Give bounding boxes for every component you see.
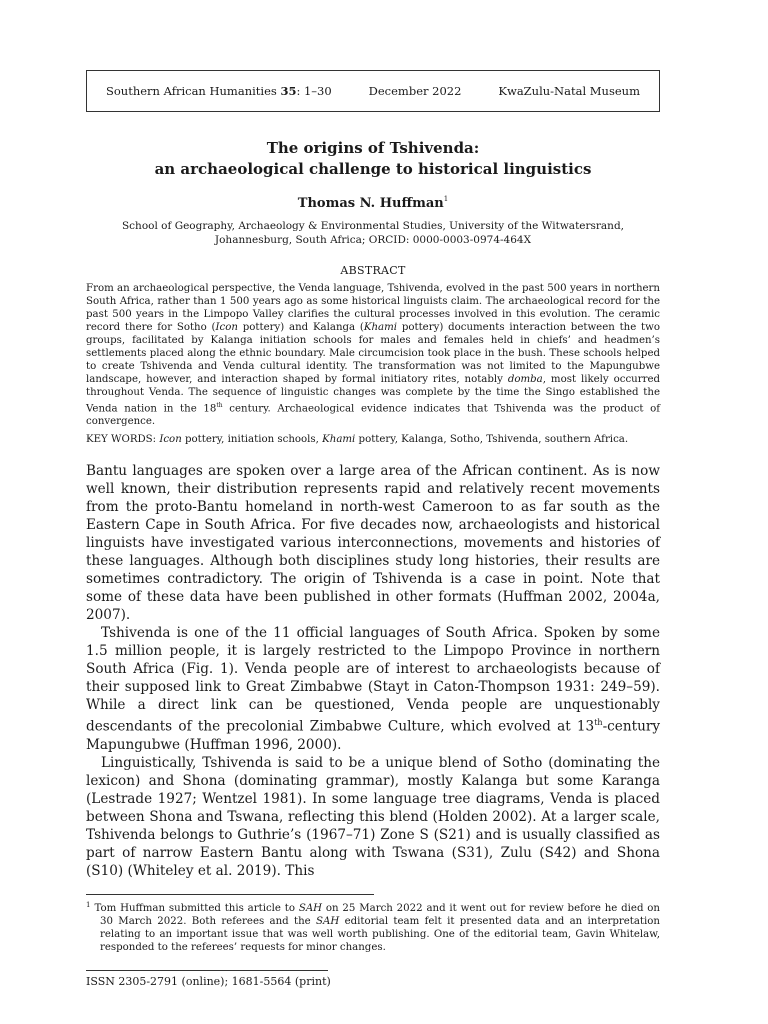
article-page bbox=[86, 70, 660, 988]
body-text bbox=[86, 462, 660, 880]
author-name: Thomas N. Huffman$^1$ bbox=[297, 195, 449, 211]
footnote: $^1$ Tom Huffman submitted this article to SAH on 25 March 2022 and it went out for review before he died on 30 March 2022. Both referees and the SAH editorial team felt it presented data and an interpretation relating to an important issue that was well worth publishing. One of the editorial team, Gavin Whitelaw, responded to the referees’ requests for minor changes. bbox=[86, 900, 660, 953]
issn-rule bbox=[86, 970, 328, 971]
journal-header bbox=[86, 70, 660, 112]
author-footnote-mark: 1 bbox=[443, 195, 449, 203]
keywords: KEY WORDS: Icon pottery, initiation schools, Khami pottery, Kalanga, Sotho, Tshivenda, southern Africa. bbox=[86, 434, 629, 446]
publisher: KwaZulu-Natal Museum bbox=[498, 84, 640, 98]
body-paragraph-3: Linguistically, Tshivenda is said to be a unique blend of Sotho (dominating the lexicon) and Shona (dominating grammar), mostly Kalanga but some Karanga (Lestrade 1927; Wentzel 1981). In some language tree diagrams, Venda is placed between Shona and Tswana, reflecting this blend (Holden 2002). At a larger scale, Tshivenda belongs to Guthrie’s (1967–71) Zone S (S21) and is usually classified as part of narrow Eastern Bantu along with Tswana (S31), Zulu (S42) and Shona (S10) (Whiteley et al. 2019). This bbox=[86, 754, 660, 879]
issn-line: ISSN 2305-2791 (online); 1681-5564 (print) bbox=[86, 974, 331, 988]
abstract-text: From an archaeological perspective, the Venda language, Tshivenda, evolved in the past 500 years in northern South Africa, rather than 1 500 years ago as some historical linguists claim. The archaeological record for the past 500 years in the Limpopo Valley clarifies the cultural processes involved in this evolution. The ceramic record there for Sotho (Icon pottery) and Kalanga (Khami pottery) documents interaction between the two groups, facilitated by Kalanga initiation schools for males and females held in chiefs’ and headmen’s settlements placed along the ethnic boundary. Male circumcision took place in the bush. These schools helped to create Tshivenda and Venda cultural identity. The transformation was not limited to the Mapungubwe landscape, however, and interaction shaped by formal initiatory rites, notably domba, most likely occurred throughout Venda. The sequence of linguistic changes was complete by the time the Singo established the Venda nation in the 18th century. Archaeological evidence indicates that Tshivenda was the product of convergence. bbox=[86, 283, 660, 428]
journal-citation: Southern African Humanities 35: 1–30 bbox=[106, 84, 332, 98]
author-affiliation: School of Geography, Archaeology & Environmental Studies, University of the Witwatersrand, Johannesburg, South Africa; ORCID: 0000-0003-0974-464X bbox=[121, 220, 625, 246]
issue-date: December 2022 bbox=[368, 84, 462, 98]
body-paragraph-2: Tshivenda is one of the 11 official languages of South Africa. Spoken by some 1.5 million people, it is largely restricted to the Limpopo Province in northern South Africa (Fig. 1). Venda people are of interest to archaeologists because of their supposed link to Great Zimbabwe (Stayt in Caton-Thompson 1931: 249–59). While a direct link can be questioned, Venda people are unquestionably descendants of the precolonial Zimbabwe Culture, which evolved at 13th-century Mapungubwe (Huffman 1996, 2000). bbox=[86, 625, 660, 753]
footnote-mark: 1 bbox=[86, 900, 91, 909]
body-paragraph-1: Bantu languages are spoken over a large area of the African continent. As is now well known, their distribution represents rapid and relatively recent movements from the proto-Bantu homeland in north-west Cameroon to as far south as the Eastern Cape in South Africa. For five decades now, archaeologists and historical linguists have investigated various interconnections, movements and histories of these languages. Although both disciplines study long histories, their results are sometimes contradictory. The origin of Tshivenda is a case in point. Note that some of these data have been published in other formats (Huffman 2002, 2004a, 2007). bbox=[86, 463, 660, 624]
footnote-rule bbox=[86, 894, 374, 895]
article-title: The origins of Tshivenda: an archaeological challenge to historical linguistics bbox=[154, 139, 592, 178]
abstract-heading: ABSTRACT bbox=[340, 264, 406, 277]
